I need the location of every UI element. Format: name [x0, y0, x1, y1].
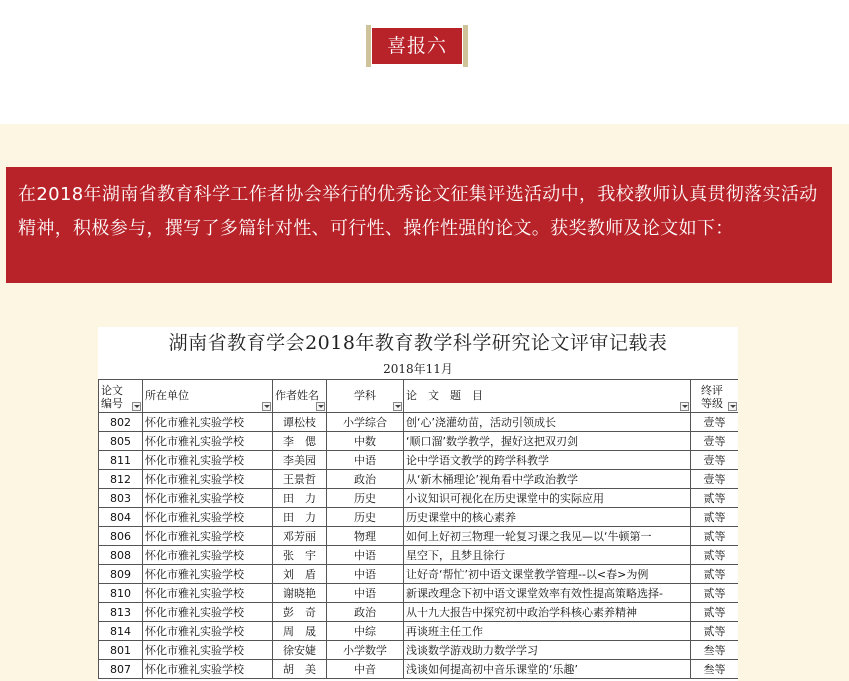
cell-author: 刘 盾: [273, 565, 327, 584]
table-row: [99, 622, 739, 641]
cell-paper: 如何上好初三物理一轮复习课之我见—以‘牛顿第一: [404, 527, 691, 546]
cell-unit: 怀化市雅礼实验学校: [143, 584, 273, 603]
award-record-sheet: [98, 327, 738, 681]
cell-subject: 中语: [327, 565, 404, 584]
cell-paper: 浅谈数学游戏助力数学学习: [404, 641, 691, 660]
filter-dropdown-icon[interactable]: [316, 402, 325, 411]
section-badge: [366, 25, 468, 67]
cell-author: 邓芳丽: [273, 527, 327, 546]
cell-unit: 怀化市雅礼实验学校: [143, 660, 273, 679]
header-unit-label: 所在单位: [145, 388, 189, 402]
cell-grade: 壹等: [691, 413, 739, 432]
table-row: [99, 546, 739, 565]
filter-dropdown-icon[interactable]: [728, 402, 737, 411]
cell-subject: 政治: [327, 470, 404, 489]
header-subject: [327, 380, 404, 413]
filter-dropdown-icon[interactable]: [393, 402, 402, 411]
cell-grade: 贰等: [691, 603, 739, 622]
cell-subject: 物理: [327, 527, 404, 546]
cell-subject: 中语: [327, 546, 404, 565]
cell-author: 张 宇: [273, 546, 327, 565]
cell-author: 李 偲: [273, 432, 327, 451]
cell-grade: 叁等: [691, 660, 739, 679]
table-row: [99, 641, 739, 660]
cell-subject: 历史: [327, 489, 404, 508]
header-author-label: 作者姓名: [275, 388, 319, 402]
cell-author: 田 力: [273, 508, 327, 527]
cell-subject: 中语: [327, 584, 404, 603]
cell-unit: 怀化市雅礼实验学校: [143, 641, 273, 660]
table-header-row: [99, 380, 739, 413]
table-row: [99, 565, 739, 584]
cell-paper: 浅谈如何提高初中音乐课堂的‘乐趣’: [404, 660, 691, 679]
top-area: [0, 0, 849, 124]
header-no: [99, 380, 143, 413]
cell-author: 徐安婕: [273, 641, 327, 660]
cell-no: 804: [99, 508, 143, 527]
table-row: [99, 508, 739, 527]
sheet-title: 湖南省教育学会2018年教育教学科学研究论文评审记载表: [168, 332, 668, 354]
cell-paper: 让好奇‘帮忙’初中语文课堂教学管理--以<春>为例: [404, 565, 691, 584]
cell-unit: 怀化市雅礼实验学校: [143, 527, 273, 546]
cell-author: 田 力: [273, 489, 327, 508]
cell-author: 李美园: [273, 451, 327, 470]
cell-unit: 怀化市雅礼实验学校: [143, 413, 273, 432]
cell-no: 810: [99, 584, 143, 603]
cell-unit: 怀化市雅礼实验学校: [143, 546, 273, 565]
cell-unit: 怀化市雅礼实验学校: [143, 432, 273, 451]
filter-dropdown-icon[interactable]: [680, 402, 689, 411]
cell-no: 813: [99, 603, 143, 622]
table-row: [99, 432, 739, 451]
cell-paper: 创‘心’浇灌幼苗，活动引领成长: [404, 413, 691, 432]
cell-subject: 历史: [327, 508, 404, 527]
cell-no: 807: [99, 660, 143, 679]
table-row: [99, 489, 739, 508]
cell-author: 胡 美: [273, 660, 327, 679]
cell-author: 谢晓艳: [273, 584, 327, 603]
cell-subject: 政治: [327, 603, 404, 622]
table-row: [99, 527, 739, 546]
cell-grade: 贰等: [691, 565, 739, 584]
cell-no: 803: [99, 489, 143, 508]
filter-dropdown-icon[interactable]: [132, 402, 141, 411]
cell-no: 806: [99, 527, 143, 546]
header-grade: [691, 380, 739, 413]
cell-unit: 怀化市雅礼实验学校: [143, 489, 273, 508]
cell-no: 805: [99, 432, 143, 451]
cell-author: 彭 奇: [273, 603, 327, 622]
cell-grade: 贰等: [691, 527, 739, 546]
table-row: [99, 451, 739, 470]
header-paper-label: 论 文 题 目: [406, 388, 483, 402]
cell-author: 周 晟: [273, 622, 327, 641]
header-grade-label: 终评等级: [701, 384, 723, 410]
cell-no: 814: [99, 622, 143, 641]
cell-paper: 历史课堂中的核心素养: [404, 508, 691, 527]
award-table: [98, 379, 738, 679]
cell-no: 801: [99, 641, 143, 660]
cell-grade: 叁等: [691, 641, 739, 660]
cell-unit: 怀化市雅礼实验学校: [143, 451, 273, 470]
cell-unit: 怀化市雅礼实验学校: [143, 622, 273, 641]
badge-right-bar: [463, 25, 468, 67]
table-row: [99, 660, 739, 679]
cell-unit: 怀化市雅礼实验学校: [143, 508, 273, 527]
cell-grade: 贰等: [691, 508, 739, 527]
cell-paper: 从‘新木桶理论’视角看中学政治教学: [404, 470, 691, 489]
header-subject-label: 学科: [354, 388, 376, 402]
cell-paper: 新课改理念下初中语文课堂效率有效性提高策略选择-: [404, 584, 691, 603]
cell-no: 809: [99, 565, 143, 584]
cell-subject: 中音: [327, 660, 404, 679]
cell-unit: 怀化市雅礼实验学校: [143, 470, 273, 489]
cell-no: 802: [99, 413, 143, 432]
cell-subject: 中语: [327, 451, 404, 470]
header-unit: [143, 380, 273, 413]
cell-no: 812: [99, 470, 143, 489]
filter-dropdown-icon[interactable]: [262, 402, 271, 411]
header-paper: [404, 380, 691, 413]
cell-subject: 中数: [327, 432, 404, 451]
cell-no: 808: [99, 546, 143, 565]
table-row: [99, 584, 739, 603]
cell-author: 谭松枝: [273, 413, 327, 432]
cell-grade: 贰等: [691, 546, 739, 565]
header-no-label: 论文编号: [101, 384, 123, 410]
cell-grade: 壹等: [691, 451, 739, 470]
cell-grade: 贰等: [691, 489, 739, 508]
table-row: [99, 413, 739, 432]
cell-unit: 怀化市雅礼实验学校: [143, 565, 273, 584]
intro-banner: 在2018年湖南省教育科学工作者协会举行的优秀论文征集评选活动中，我校教师认真贯彻落实活动精神，积极参与，撰写了多篇针对性、可行性、操作性强的论文。获奖教师及论文如下：: [6, 167, 832, 283]
cell-subject: 小学综合: [327, 413, 404, 432]
table-row: [99, 603, 739, 622]
cell-no: 811: [99, 451, 143, 470]
table-row: [99, 470, 739, 489]
cell-grade: 壹等: [691, 432, 739, 451]
cell-subject: 小学数学: [327, 641, 404, 660]
cell-subject: 中综: [327, 622, 404, 641]
cell-paper: 小议知识可视化在历史课堂中的实际应用: [404, 489, 691, 508]
cell-unit: 怀化市雅礼实验学校: [143, 603, 273, 622]
cell-paper: 再谈班主任工作: [404, 622, 691, 641]
cell-grade: 壹等: [691, 470, 739, 489]
cell-paper: 论中学语文教学的跨学科教学: [404, 451, 691, 470]
badge-left-bar: [366, 25, 371, 67]
cell-paper: 从十九大报告中探究初中政治学科核心素养精神: [404, 603, 691, 622]
sheet-date: 2018年11月: [383, 362, 453, 376]
cell-grade: 贰等: [691, 622, 739, 641]
cell-grade: 贰等: [691, 584, 739, 603]
cell-author: 王景哲: [273, 470, 327, 489]
badge-label: 喜报六: [372, 28, 462, 64]
header-author: [273, 380, 327, 413]
cell-paper: ‘顺口溜’数学教学，握好这把双刃剑: [404, 432, 691, 451]
cell-paper: 星空下，且梦且徐行: [404, 546, 691, 565]
